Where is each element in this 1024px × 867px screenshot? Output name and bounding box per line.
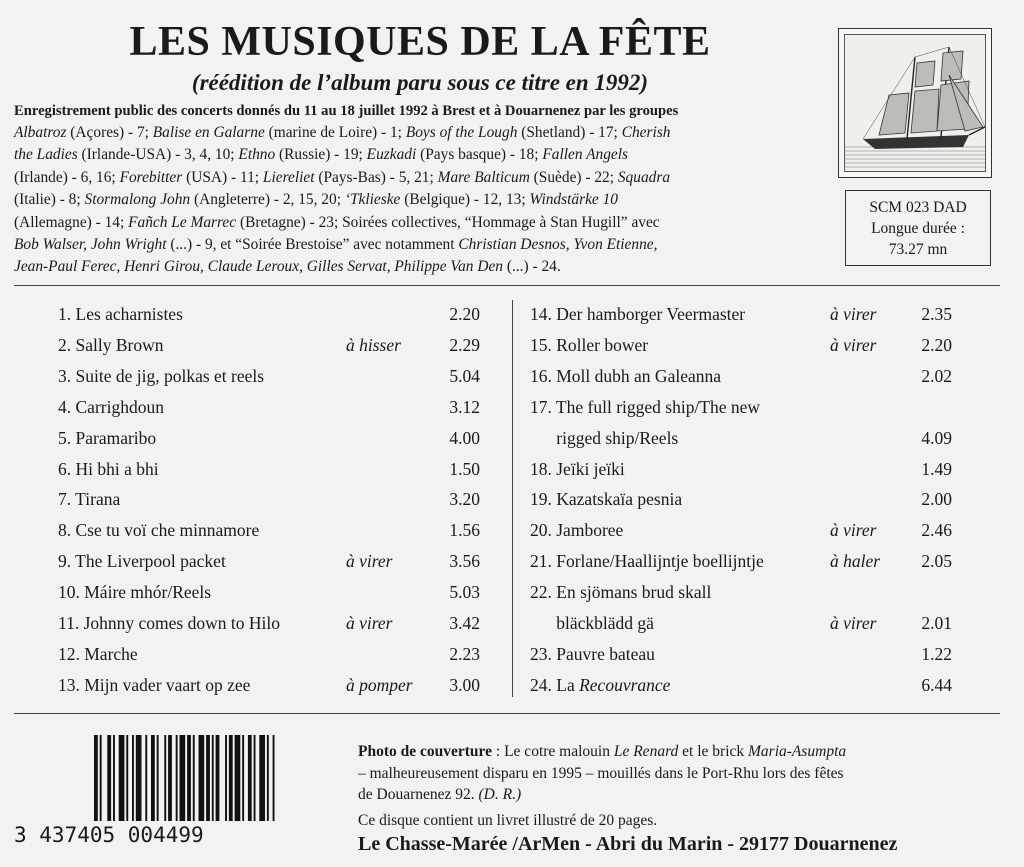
groups-line-run: Jean-Paul Ferec, Henri Girou, Claude Leroux, Gilles Servat, Philippe Van Den (14, 258, 503, 276)
groups-line-run: Squadra (617, 168, 671, 186)
groups-line (14, 212, 814, 234)
track-title (530, 551, 764, 572)
track-duration: 2.35 (921, 304, 952, 324)
track-title (530, 644, 655, 665)
track-title-text: 4. Carrighdoun (58, 396, 164, 417)
track-shanty-action: à hisser (346, 334, 401, 355)
groups-line-run: Stormalong John (84, 191, 191, 209)
barcode-bar (193, 735, 195, 821)
track-title-text: 13. Mijn vader vaart op zee (58, 674, 251, 695)
track-title (58, 520, 259, 541)
catalog-format: Longue durée : (871, 220, 965, 237)
track-title (530, 428, 678, 449)
groups-line-run: Euzkadi (366, 146, 417, 164)
barcode-bar (168, 735, 172, 821)
barcode-bar (157, 735, 159, 821)
cover-photo-credit (358, 741, 998, 806)
groups-line-run: (marine de Loire) - 1; (264, 124, 406, 141)
track-title-text: 2. Sally Brown (58, 334, 164, 355)
track-duration: 5.03 (449, 582, 480, 603)
track-duration: 1.49 (921, 458, 952, 479)
track-duration: 3.00 (449, 674, 480, 695)
track-title (58, 304, 183, 325)
credit-line-run: Maria-Asumpta (748, 743, 847, 760)
track-duration: 1.50 (449, 458, 480, 479)
groups-line-run: (Belgique) - 12, 13; (400, 191, 530, 209)
barcode-bar (206, 735, 210, 821)
barcode-bar (176, 735, 178, 821)
track-title-text: 24. La (530, 674, 580, 695)
track-duration: 2.20 (449, 304, 480, 324)
track-duration: 4.00 (449, 427, 480, 448)
track-title-text: 12. Marche (58, 643, 138, 664)
barcode-bar (254, 735, 256, 821)
track-title (530, 582, 711, 603)
track-title (58, 428, 156, 449)
track-duration: 2.46 (921, 520, 952, 541)
groups-line-run: ‘Tklieske (344, 191, 401, 209)
groups-line (14, 167, 814, 189)
track-duration: 2.20 (921, 334, 952, 355)
groups-line-run: Liereliet (262, 168, 315, 186)
track-shanty-action: à pomper (346, 674, 413, 695)
credit-line-run: – malheureusement disparu en 1995 – mouillés dans le Port-Rhu lors des fêtes (358, 764, 844, 782)
track-title-text: 19. Kazatskaïa pesnia (530, 489, 683, 510)
groups-line-run: (Suède) - 22; (529, 168, 618, 186)
credit-line-run: et le brick (678, 743, 749, 760)
track-duration: 3.20 (449, 489, 480, 510)
track-title-text: 21. Forlane/Haallijntje boellijntje (530, 551, 764, 572)
track-title-text: rigged ship/Reels (530, 427, 679, 448)
track-title-text: 5. Paramaribo (58, 427, 157, 448)
barcode-bar (113, 735, 115, 821)
track-title (58, 397, 164, 418)
credit-line-run: (D. R.) (478, 786, 522, 803)
track-duration: 3.12 (449, 396, 480, 417)
track-title (58, 675, 250, 696)
catalog-box (845, 190, 991, 266)
cover-ship-illustration (838, 28, 992, 178)
track-title-text: 14. Der hamborger Veermaster (530, 304, 746, 324)
groups-line (14, 256, 814, 278)
barcode-bar (132, 735, 134, 821)
track-duration: 3.42 (449, 613, 480, 633)
album-subtitle: (réédition de l’album paru sous ce titre en 1992) (191, 70, 649, 95)
top-divider (14, 285, 1000, 286)
track-title (58, 459, 159, 480)
groups-line-run: Forebitter (119, 168, 183, 186)
track-shanty-action: à haler (830, 551, 881, 572)
track-title-text: 8. Cse tu voï che minnamore (58, 520, 260, 541)
barcode-bar (273, 735, 275, 821)
barcode-bar (126, 735, 128, 821)
track-shanty-action: à virer (830, 304, 877, 324)
barcode-bar (242, 735, 244, 821)
track-duration: 4.09 (921, 427, 952, 448)
barcode-bar (199, 735, 205, 821)
groups-line-run: (Irlande) - 6, 16; (14, 168, 120, 186)
groups-line-run: Boys of the Lough (405, 124, 518, 141)
track-duration: 2.29 (449, 334, 480, 355)
barcode-bar (267, 735, 269, 821)
catalog-number: SCM 023 DAD (869, 199, 967, 216)
track-title (58, 582, 211, 603)
track-title-text: 17. The full rigged ship/The new (530, 396, 761, 417)
groups-line-run: (Italie) - 8; (14, 191, 85, 209)
track-title (530, 675, 670, 696)
track-title (58, 366, 264, 387)
track-duration: 2.23 (449, 643, 480, 664)
groups-line-run: Windstärke 10 (529, 191, 618, 209)
track-title (58, 613, 280, 634)
track-title (530, 613, 654, 634)
groups-line-run: (Angleterre) - 2, 15, 20; (190, 191, 345, 209)
track-title-text: bläckblädd gä (530, 613, 654, 633)
track-duration: 2.05 (921, 551, 952, 572)
track-title (530, 459, 625, 480)
barcode-bar (164, 735, 166, 821)
groups-line (14, 144, 814, 166)
track-duration: 1.56 (449, 520, 480, 541)
track-title (58, 335, 164, 356)
groups-line-run: the Ladies (14, 146, 78, 164)
track-duration: 5.04 (449, 365, 480, 386)
track-title (530, 489, 682, 510)
groups-paragraph (14, 122, 814, 279)
track-title-text: 18. Jeïki jeïki (530, 458, 625, 479)
track-shanty-action: à virer (830, 334, 877, 355)
track-duration: 6.44 (921, 674, 952, 695)
barcode-bar (107, 735, 111, 821)
groups-line-run: Bob Walser, John Wright (14, 236, 167, 254)
groups-line-run: (Açores) - 7; (66, 124, 153, 141)
barcode-bar (235, 735, 241, 821)
credit-line-run: : Le cotre malouin (492, 743, 614, 760)
track-title (530, 304, 745, 325)
track-title (58, 551, 226, 572)
groups-line-run: (Russie) - 19; (275, 146, 367, 164)
barcode (92, 735, 324, 833)
track-shanty-action: à virer (346, 613, 393, 633)
track-title (530, 520, 623, 541)
publisher-address: Le Chasse-Marée /ArMen - Abri du Marin - 29177 Douarnenez (358, 833, 898, 855)
groups-line (14, 122, 814, 144)
bottom-divider (14, 713, 1000, 714)
barcode-bar (212, 735, 214, 821)
barcode-bar (151, 735, 155, 821)
credit-line (358, 763, 998, 785)
groups-line-run: (Shetland) - 17; (517, 124, 622, 141)
groups-line-run: Fallen Angels (542, 146, 628, 164)
groups-line-run: (...) - 9, et “Soirée Brestoise” avec notamment (166, 236, 459, 254)
track-title-text: 6. Hi bhi a bhi (58, 458, 159, 479)
credit-line-run: de Douarnenez 92. (358, 786, 479, 803)
sailing-ship-icon (845, 35, 986, 172)
track-title-text: 15. Roller bower (530, 334, 649, 355)
track-duration: 2.01 (921, 613, 952, 633)
barcode-bar (248, 735, 252, 821)
track-title-text: 1. Les acharnistes (58, 304, 183, 324)
recording-intro: Enregistrement public des concerts donnés du 11 au 18 juillet 1992 à Brest et à Douarnenez par les groupes (14, 103, 679, 119)
track-duration: 3.56 (449, 551, 480, 572)
groups-line-run: (Pays basque) - 18; (416, 146, 543, 164)
groups-line-run: (...) - 24. (502, 258, 561, 276)
catalog-duration: 73.27 mn (888, 241, 948, 258)
groups-line-run: Balise en Galarne (152, 124, 265, 141)
track-title (530, 397, 760, 418)
track-duration: 2.02 (921, 365, 952, 386)
groups-line-run: Mare Balticum (437, 168, 530, 186)
track-title-text: 7. Tirana (58, 489, 121, 510)
groups-line-run: (Irlande-USA) - 3, 4, 10; (77, 146, 239, 164)
barcode-number: 3 437405 004499 (14, 823, 204, 847)
groups-line-run: (Allemagne) - 14; (14, 213, 129, 231)
barcode-bar (119, 735, 125, 821)
booklet-note: Ce disque contient un livret illustré de 20 pages. (358, 812, 658, 829)
track-title-text: 3. Suite de jig, polkas et reels (58, 365, 265, 386)
groups-line (14, 234, 814, 256)
track-shanty-action: à virer (830, 520, 877, 541)
groups-line-run: Christian Desnos, Yvon Etienne, (458, 236, 658, 254)
credit-line-run: Le Renard (613, 743, 679, 760)
track-title-text: 20. Jamboree (530, 520, 624, 541)
credit-line (358, 784, 998, 806)
groups-line-run: (Bretagne) - 23; Soirées collectives, “Hommage à Stan Hugill” avec (236, 213, 660, 231)
groups-line-run: Fañch Le Marrec (128, 213, 237, 231)
track-duration: 1.22 (921, 643, 952, 664)
barcode-bar (225, 735, 227, 821)
track-title-italic: Recouvrance (579, 674, 671, 695)
credit-line-run: Photo de couverture (358, 743, 493, 760)
track-title (58, 489, 120, 510)
track-title-text: 11. Johnny comes down to Hilo (58, 613, 280, 633)
track-duration: 2.00 (921, 489, 952, 510)
track-shanty-action: à virer (346, 551, 393, 572)
barcode-bar (259, 735, 265, 821)
barcode-bar (136, 735, 142, 821)
credit-line (358, 741, 998, 763)
column-divider (512, 300, 513, 697)
track-title-text: 22. En sjömans brud skall (530, 582, 712, 603)
barcode-bar (100, 735, 102, 821)
groups-line-run: Cherish (621, 124, 671, 141)
groups-line-run: (USA) - 11; (182, 168, 263, 186)
album-title: LES MUSIQUES DE LA FÊTE (129, 19, 711, 65)
track-title-text: 10. Máire mhór/Reels (58, 582, 212, 603)
groups-line-run: (Pays-Bas) - 5, 21; (314, 168, 438, 186)
groups-line-run: Albatroz (14, 124, 67, 141)
track-title (530, 335, 648, 356)
barcode-bar (187, 735, 191, 821)
track-shanty-action: à virer (830, 613, 877, 633)
barcode-bar (229, 735, 233, 821)
groups-line (14, 189, 814, 211)
barcode-bar (180, 735, 186, 821)
track-title-text: 23. Pauvre bateau (530, 643, 655, 664)
track-title-text: 16. Moll dubh an Galeanna (530, 365, 721, 386)
track-title-text: 9. The Liverpool packet (58, 551, 226, 572)
barcode-bar (216, 735, 220, 821)
barcode-bar (145, 735, 147, 821)
track-title (530, 366, 721, 387)
barcode-bar (94, 735, 98, 821)
track-title (58, 644, 138, 665)
groups-line-run: Ethno (238, 146, 276, 164)
